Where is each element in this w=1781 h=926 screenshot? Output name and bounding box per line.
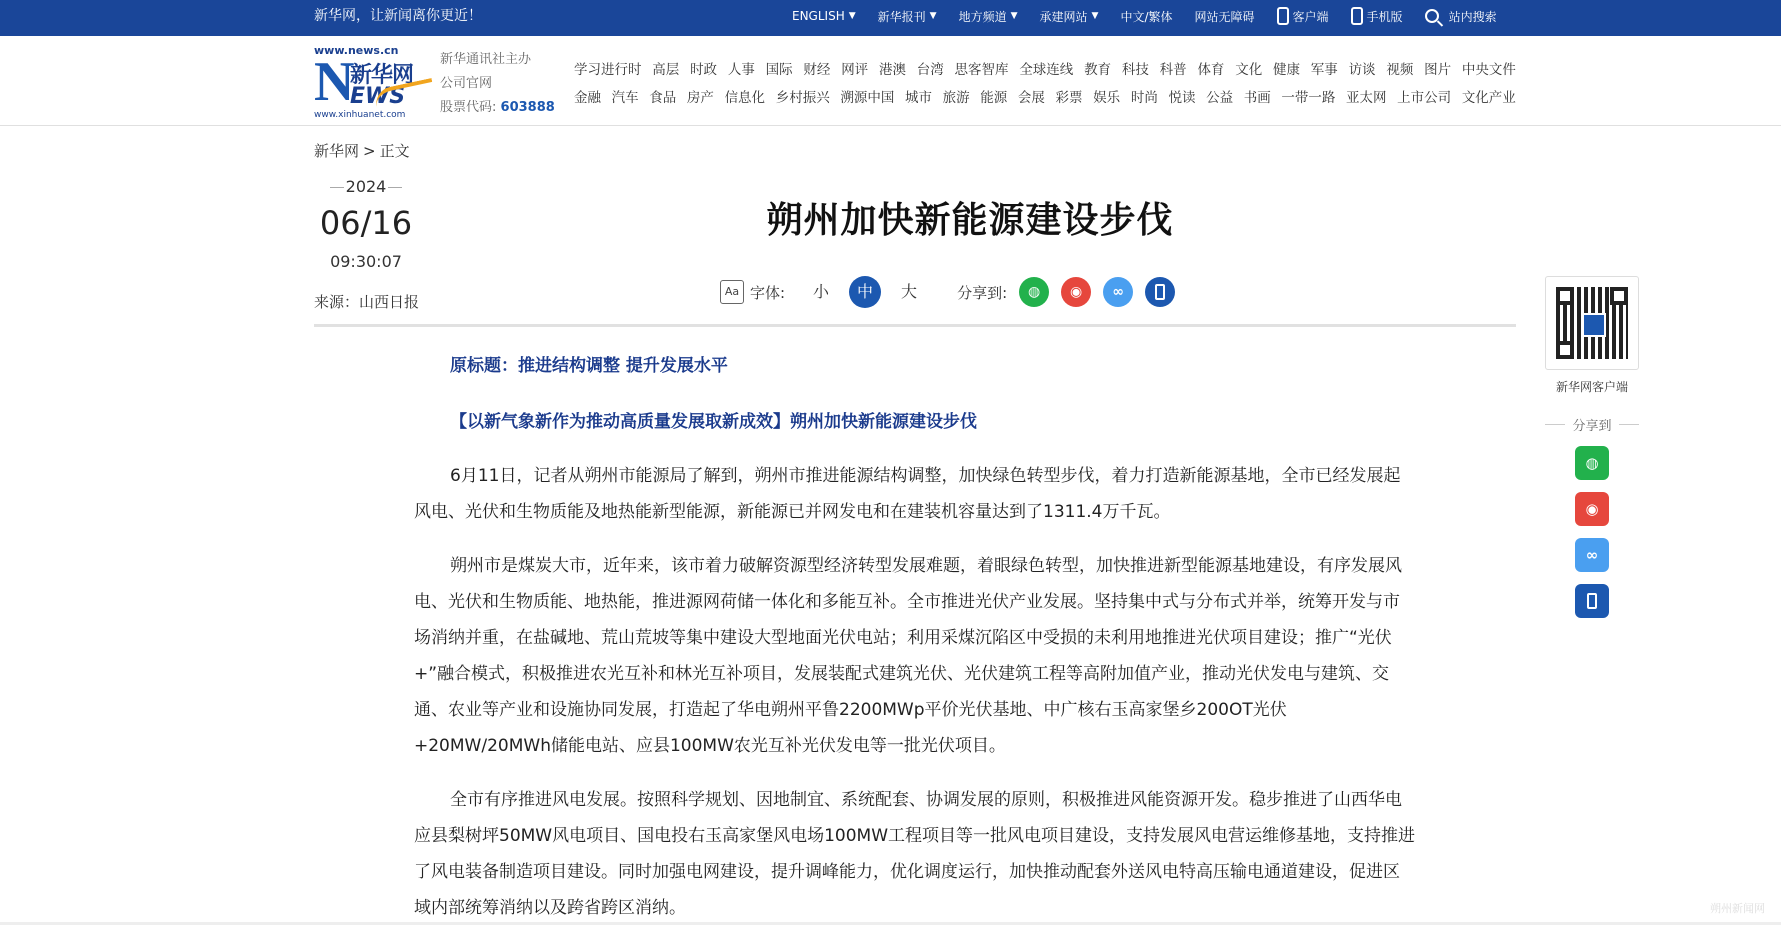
channel-link[interactable]: 公益 [1206, 90, 1234, 106]
site-logo[interactable] [314, 44, 430, 120]
search-icon [1425, 9, 1439, 23]
qr-code-label: 新华网客户端 [1555, 380, 1628, 394]
breadcrumb-current: 正文 [379, 142, 410, 160]
top-nav-mobile[interactable]: 手机版 [1351, 7, 1403, 25]
article-body [414, 348, 1416, 926]
channel-link[interactable]: 教育 [1084, 62, 1112, 78]
stock-code: 股票代码: 603888 [440, 100, 555, 115]
top-nav-accessibility[interactable]: 网站无障碍 [1194, 9, 1255, 24]
top-bar [0, 0, 1781, 36]
channel-link[interactable]: 科技 [1121, 62, 1149, 78]
breadcrumb: 新华网 > 正文 [314, 142, 410, 160]
channel-link[interactable]: 高层 [652, 62, 680, 78]
channel-link[interactable]: 港澳 [878, 62, 906, 78]
share-weibo-button[interactable] [1061, 277, 1091, 307]
font-size-small-button[interactable]: 小 [813, 282, 830, 301]
site-slogan: 新华网，让新闻离你更近！ [314, 8, 482, 24]
font-size-medium-button[interactable]: 中 [849, 276, 881, 308]
qr-code [1545, 276, 1639, 370]
channel-row-1 [574, 56, 1516, 84]
site-header [0, 36, 1781, 126]
font-size-label: 字体: [750, 283, 786, 302]
channel-link[interactable]: 人事 [727, 62, 755, 78]
channel-row-2 [574, 84, 1516, 112]
side-share-wechat-button[interactable] [1575, 446, 1609, 480]
font-size-large-button[interactable]: 大 [901, 282, 918, 301]
channel-link[interactable]: 学习进行时 [574, 62, 642, 78]
article-tools [720, 274, 1187, 310]
channel-link[interactable]: 科普 [1159, 62, 1187, 78]
link-icon: ∞ [1585, 546, 1599, 564]
channel-link[interactable]: 访谈 [1348, 62, 1376, 78]
channel-link[interactable]: 时尚 [1130, 90, 1158, 106]
article-paragraph: 6月11日，记者从朔州市能源局了解到，朔州市推进能源结构调整，加快绿色转型步伐，着力打造新能源基地，全市已经发展起风电、光伏和生物质能及地热能新型能源，新能源已并网发电和在建装机容量达到了1311.4万千瓦。 [414, 466, 1401, 522]
weibo-icon: ◉ [1585, 500, 1599, 518]
publish-year: 2024 [314, 176, 418, 198]
channel-link[interactable]: 信息化 [724, 90, 766, 106]
channel-link[interactable]: 溯源中国 [840, 90, 895, 106]
channel-link[interactable]: 财经 [803, 62, 831, 78]
logo-url-top: www.news.cn [314, 44, 399, 57]
channel-link[interactable]: 旅游 [942, 90, 970, 106]
top-nav-traditional-chinese[interactable]: 中文/繁体 [1120, 9, 1173, 24]
top-nav [792, 0, 1519, 32]
channel-link[interactable]: 能源 [980, 90, 1008, 106]
channel-nav [574, 56, 1516, 112]
channel-link[interactable]: 房产 [686, 90, 714, 106]
top-nav-local-channels[interactable]: 地方频道 ▼ [958, 9, 1018, 24]
article-source: 来源：山西日报 [314, 293, 420, 311]
article-title: 朔州加快新能源建设步伐 [766, 200, 1174, 241]
channel-link[interactable]: 台湾 [916, 62, 944, 78]
company-info [440, 48, 555, 120]
publish-time: 09:30:07 [330, 252, 402, 271]
channel-link[interactable]: 乡村振兴 [775, 90, 830, 106]
channel-link[interactable]: 文化产业 [1461, 90, 1516, 106]
channel-link[interactable]: 娱乐 [1093, 90, 1121, 106]
channel-link[interactable]: 中央文件 [1461, 62, 1516, 78]
channel-link[interactable]: 亚太网 [1346, 90, 1387, 106]
top-nav-newspapers[interactable]: 新华报刊 ▼ [877, 9, 937, 24]
article-subtitle: 【以新气象新作为推动高质量发展取新成效】朔州加快新能源建设步伐 [450, 412, 977, 432]
stock-code-value[interactable]: 603888 [500, 100, 555, 115]
logo-url-bottom: www.xinhuanet.com [314, 110, 406, 120]
chevron-down-icon: ▼ [929, 11, 937, 21]
article-original-title: 原标题：推进结构调整 提升发展水平 [450, 356, 728, 376]
channel-link[interactable]: 健康 [1273, 62, 1300, 78]
top-nav-site-search[interactable]: 站内搜索 [1425, 8, 1497, 25]
breadcrumb-home[interactable]: 新华网 [314, 142, 360, 160]
chevron-down-icon: ▼ [1091, 11, 1099, 21]
font-size-icon: Aa [720, 280, 744, 304]
channel-link[interactable]: 时政 [690, 62, 718, 78]
wechat-icon: ◍ [1585, 454, 1599, 472]
top-nav-english[interactable]: ENGLISH ▼ [792, 9, 856, 23]
top-nav-client-app[interactable]: 客户端 [1277, 7, 1329, 25]
channel-link[interactable]: 视频 [1386, 62, 1414, 78]
logo-letter: N [314, 51, 355, 113]
publish-month-day: 06/16 [319, 204, 413, 242]
qr-code-image [1556, 287, 1628, 359]
publish-date [314, 176, 418, 276]
logo-brand-cn: 新华网 [350, 63, 414, 88]
channel-link[interactable]: 彩票 [1055, 90, 1083, 106]
title-divider [314, 324, 1516, 327]
channel-link[interactable]: 汽车 [611, 90, 639, 106]
side-share-label: 分享到 [1545, 415, 1639, 434]
channel-link[interactable]: 全球连线 [1019, 62, 1074, 78]
channel-link[interactable]: 网评 [841, 62, 869, 78]
channel-link[interactable]: 悦读 [1168, 90, 1196, 106]
company-line2: 公司官网 [440, 76, 493, 91]
mobile-icon [1587, 593, 1597, 609]
channel-link[interactable]: 会展 [1017, 90, 1045, 106]
channel-link[interactable]: 城市 [904, 90, 932, 106]
side-share-panel [1545, 276, 1639, 618]
share-mobile-button[interactable] [1145, 277, 1175, 307]
watermark: 朔州新闻网 [1710, 902, 1765, 915]
share-label: 分享到: [957, 283, 1008, 302]
mobile-icon [1155, 284, 1165, 300]
weibo-icon: ◉ [1070, 284, 1083, 300]
chevron-down-icon: ▼ [1010, 11, 1018, 21]
channel-link[interactable]: 上市公司 [1397, 90, 1452, 106]
channel-link[interactable]: 食品 [649, 90, 677, 106]
channel-link[interactable]: 思客智库 [954, 62, 1009, 78]
wechat-icon: ◍ [1028, 284, 1041, 300]
company-line1: 新华通讯社主办 [440, 52, 532, 67]
side-share-mobile-button[interactable] [1575, 584, 1609, 618]
article-paragraph: 朔州市是煤炭大市，近年来，该市着力破解资源型经济转型发展难题，着眼绿色转型，加快推进新型能源基地建设，有序发展风电、光伏和生物质能、地热能，推进源网荷储一体化和多能互补。全市推进光伏产业发展。坚持集中式与分布式并举，统筹开发与市场消纳并重，在盐碱地、荒山荒坡等集中建设大型地面光伏电站；利用采煤沉陷区中受损的未利用地推进光伏项目建设；推广“光伏+”融合模式，积极推进农光互补和林光互补项目，发展装配式建筑光伏、光伏建筑工程等高附加值产业，推动光伏发电与建筑、交通、农业等产业和设施协同发展，打造起了华电朔州平鲁2200MWp平价光伏基地、中广核右玉高家堡乡200OT光伏+20MW/20MWh储能电站、应县100MW农光互补光伏发电等一批光伏项目。 [414, 556, 1402, 756]
article-paragraph: 全市有序推进风电发展。按照科学规划、因地制宜、系统配套、协调发展的原则，积极推进风能资源开发。稳步推进了山西华电应县梨树坪50MW风电项目、国电投右玉高家堡风电场100MW工程项目等一批风电项目建设，支持发展风电营运维修基地，支持推进了风电装备制造项目建设。同时加强电网建设，提升调峰能力，优化调度运行，加快推动配套外送风电特高压输电通道建设，促进区域内部统筹消纳以及跨省跨区消纳。 [414, 790, 1416, 918]
link-icon: ∞ [1112, 284, 1124, 300]
channel-link[interactable]: 一带一路 [1281, 90, 1336, 106]
top-nav-built-sites[interactable]: 承建网站 ▼ [1039, 9, 1099, 24]
channel-link[interactable]: 国际 [765, 62, 793, 78]
channel-link[interactable]: 文化 [1235, 62, 1263, 78]
channel-link[interactable]: 图片 [1424, 62, 1452, 78]
channel-link[interactable]: 体育 [1197, 62, 1225, 78]
chevron-down-icon: ▼ [848, 11, 856, 21]
share-link-button[interactable] [1103, 277, 1133, 307]
side-share-link-button[interactable] [1575, 538, 1609, 572]
channel-link[interactable]: 军事 [1310, 62, 1338, 78]
channel-link[interactable]: 金融 [574, 90, 601, 106]
app-icon [1277, 7, 1289, 25]
logo-brand-en: EWS [350, 84, 406, 109]
side-share-weibo-button[interactable] [1575, 492, 1609, 526]
mobile-icon [1351, 7, 1363, 25]
share-wechat-button[interactable] [1019, 277, 1049, 307]
channel-link[interactable]: 书画 [1243, 90, 1271, 106]
